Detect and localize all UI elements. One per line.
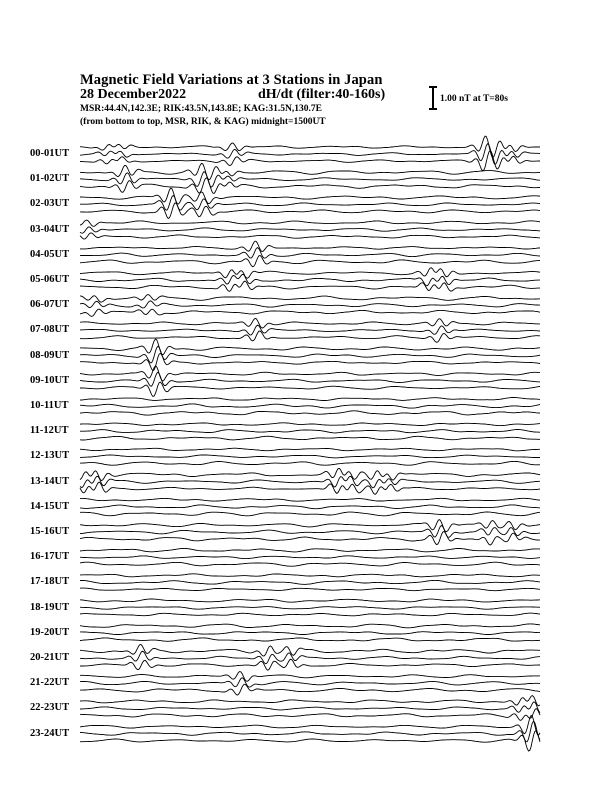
hour-label: 06-07UT <box>30 299 70 311</box>
trace-rik-23-24ut <box>80 721 540 742</box>
trace-msr-16-17ut <box>80 562 540 566</box>
trace-msr-19-20ut <box>80 638 540 641</box>
trace-kag-10-11ut <box>80 398 540 401</box>
scale-bar-stem <box>432 86 434 110</box>
hour-label: 19-20UT <box>30 626 70 638</box>
trace-rik-17-18ut <box>80 580 540 584</box>
trace-rik-08-09ut <box>80 346 540 363</box>
trace-kag-22-23ut <box>80 696 540 706</box>
scale-label: 1.00 nT at T=80s <box>440 94 508 104</box>
trace-kag-20-21ut <box>80 645 540 657</box>
hour-label: 04-05UT <box>30 248 70 260</box>
trace-kag-15-16ut <box>80 520 540 532</box>
trace-kag-07-08ut <box>80 318 540 328</box>
hour-label: 22-23UT <box>30 702 70 714</box>
trace-msr-08-09ut <box>80 353 540 370</box>
hour-label: 18-19UT <box>30 601 70 613</box>
trace-kag-03-04ut <box>80 220 540 226</box>
trace-msr-05-06ut <box>80 281 540 291</box>
hour-label: 12-13UT <box>30 450 70 462</box>
trace-kag-17-18ut <box>80 574 540 577</box>
trace-rik-10-11ut <box>80 404 540 408</box>
trace-kag-05-06ut <box>80 268 540 278</box>
scale-bar-bottom-cap <box>429 108 437 110</box>
trace-msr-03-04ut <box>80 233 540 239</box>
trace-msr-01-02ut <box>80 178 540 194</box>
trace-rik-05-06ut <box>80 274 540 285</box>
trace-kag-21-22ut <box>80 672 540 682</box>
trace-rik-07-08ut <box>80 325 540 335</box>
trace-rik-06-07ut <box>80 301 540 308</box>
trace-msr-15-16ut <box>80 532 540 546</box>
hour-label: 08-09UT <box>30 349 70 361</box>
trace-msr-21-22ut <box>80 684 540 695</box>
hour-label: 07-08UT <box>30 324 70 336</box>
station-coordinates: MSR:44.4N,142.3E; RIK:43.5N,143.8E; KAG:31.5N,130.7E <box>80 104 322 114</box>
hour-label: 03-04UT <box>30 223 70 235</box>
trace-msr-04-05ut <box>80 256 540 267</box>
chart-quantity: dH/dt (filter:40-160s) <box>258 87 386 102</box>
trace-msr-02-03ut <box>80 203 540 219</box>
trace-kag-11-12ut <box>80 423 540 426</box>
chart-date: 28 December2022 <box>80 87 187 102</box>
scale-bar <box>429 86 437 110</box>
hour-label: 15-16UT <box>30 526 70 537</box>
chart-title: Magnetic Field Variations at 3 Stations in Japan <box>80 72 383 88</box>
trace-msr-11-12ut <box>80 436 540 440</box>
trace-kag-02-03ut <box>80 188 540 204</box>
hour-label: 20-21UT <box>30 652 70 663</box>
trace-rik-13-14ut <box>80 476 540 488</box>
trace-rik-18-19ut <box>80 607 540 610</box>
trace-rik-12-13ut <box>80 455 540 458</box>
trace-rik-02-03ut <box>80 196 540 211</box>
trace-rik-22-23ut <box>80 702 540 713</box>
trace-kag-04-05ut <box>80 241 540 251</box>
trace-kag-14-15ut <box>80 498 540 501</box>
hour-label: 05-06UT <box>30 274 70 285</box>
hour-label: 17-18UT <box>30 576 70 588</box>
trace-rik-04-05ut <box>80 248 540 259</box>
hour-label: 13-14UT <box>30 475 70 487</box>
trace-msr-14-15ut <box>80 512 540 516</box>
trace-kag-19-20ut <box>80 624 540 628</box>
trace-msr-17-18ut <box>80 588 540 591</box>
hour-label: 11-12UT <box>30 425 69 437</box>
trace-kag-18-19ut <box>80 599 540 602</box>
trace-kag-06-07ut <box>80 295 540 303</box>
station-order-note: (from bottom to top, MSR, RIK, & KAG) midnight=1500UT <box>80 117 326 127</box>
trace-msr-06-07ut <box>80 309 540 316</box>
trace-kag-01-02ut <box>80 163 540 179</box>
trace-msr-13-14ut <box>80 482 540 494</box>
trace-kag-13-14ut <box>80 468 540 480</box>
trace-kag-09-10ut <box>80 366 540 381</box>
trace-kag-16-17ut <box>80 548 540 552</box>
trace-msr-07-08ut <box>80 331 540 342</box>
hour-label: 21-22UT <box>30 677 70 689</box>
scale-bar-top-cap <box>429 86 437 88</box>
trace-msr-22-23ut <box>80 709 540 721</box>
trace-rik-11-12ut <box>80 430 540 433</box>
trace-msr-23-24ut <box>80 731 540 751</box>
trace-rik-16-17ut <box>80 556 540 559</box>
hour-label: 02-03UT <box>30 198 70 210</box>
trace-rik-19-20ut <box>80 632 540 635</box>
trace-msr-18-19ut <box>80 613 540 616</box>
hour-label: 23-24UT <box>30 727 70 739</box>
hour-label: 01-02UT <box>30 173 70 185</box>
trace-msr-10-11ut <box>80 411 540 415</box>
trace-rik-21-22ut <box>80 678 540 687</box>
trace-msr-00-01ut <box>80 150 540 170</box>
trace-kag-08-09ut <box>80 339 540 355</box>
trace-kag-12-13ut <box>80 448 540 451</box>
trace-rik-03-04ut <box>80 227 540 233</box>
trace-rik-14-15ut <box>80 505 540 509</box>
trace-msr-20-21ut <box>80 659 540 670</box>
hour-label: 10-11UT <box>30 400 69 411</box>
hour-label: 09-10UT <box>30 374 70 386</box>
hour-label: 16-17UT <box>30 551 70 563</box>
trace-msr-12-13ut <box>80 461 540 465</box>
hour-label: 14-15UT <box>30 500 70 512</box>
hour-label: 00-01UT <box>30 148 70 159</box>
